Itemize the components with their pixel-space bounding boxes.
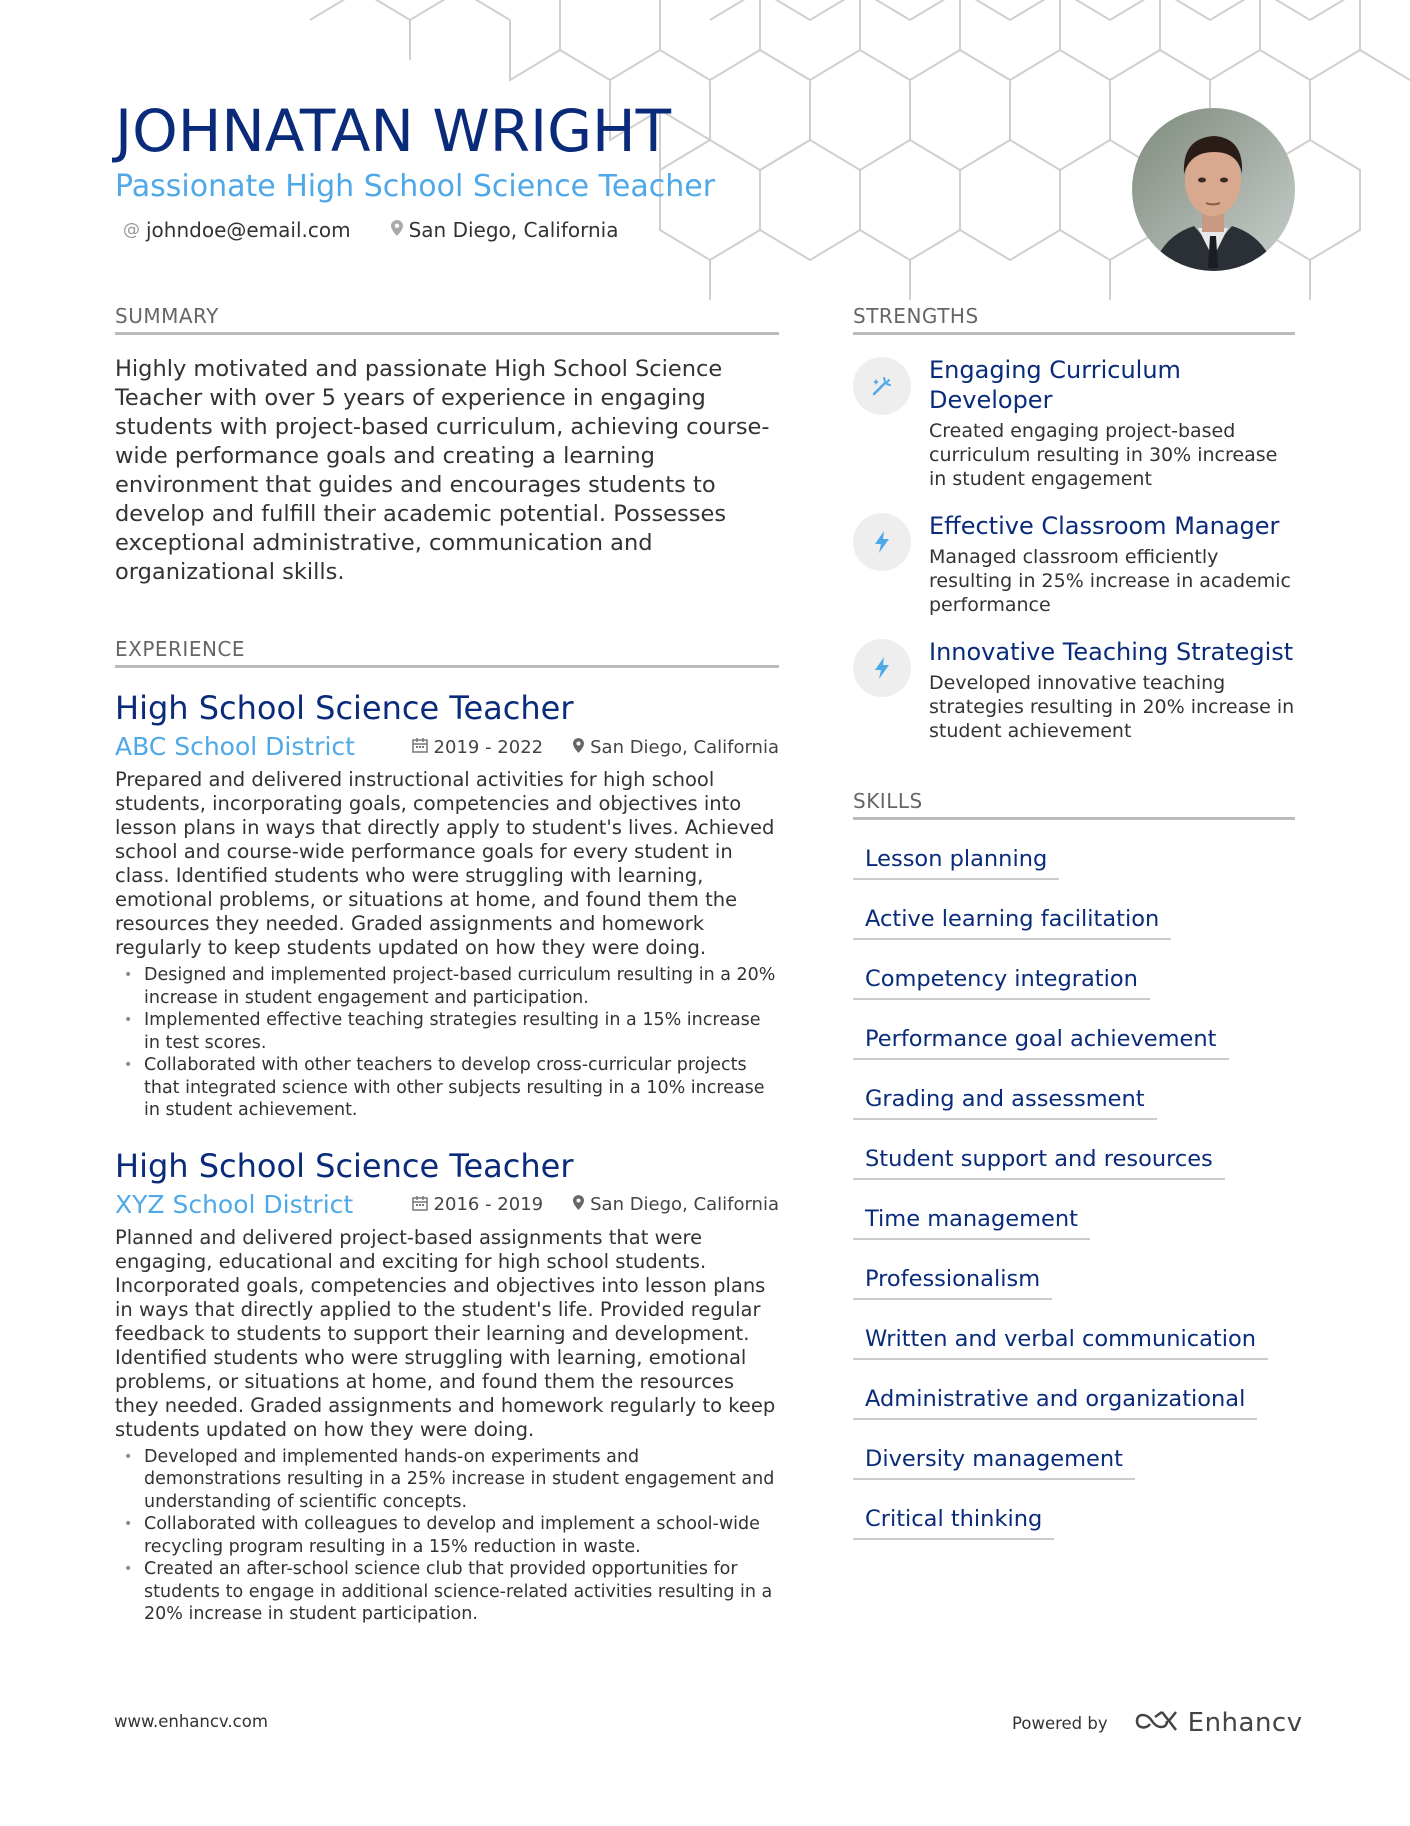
- strength-item: [853, 355, 1295, 491]
- map-pin-icon: [573, 1195, 584, 1214]
- calendar-icon: [412, 737, 428, 757]
- enhancv-logo-icon: [1134, 1709, 1180, 1737]
- summary-heading: SUMMARY: [115, 302, 779, 335]
- powered-by-label: Powered by: [1012, 1713, 1108, 1733]
- achievement-item: • Created an after-school science club that provided opportunities for students to engage in additional science-related activities resulting in a 20% increase in student participation.: [144, 1558, 779, 1626]
- contact-info: [115, 218, 895, 242]
- skill-tag: Performance goal achievement: [853, 1012, 1229, 1060]
- strength-item: [853, 511, 1295, 617]
- job-title: High School Science Teacher: [115, 1146, 574, 1185]
- strength-description: Developed innovative teaching strategies resulting in 20% increase in student achievement: [929, 672, 1295, 742]
- job-location: [573, 737, 779, 758]
- left-column: [115, 302, 779, 1626]
- job-entry: [115, 688, 779, 1122]
- magic-wand-icon: [853, 357, 911, 415]
- achievement-item: • Collaborated with colleagues to develop and implement a school-wide recycling program resulting in a 15% reduction in waste.: [144, 1513, 779, 1558]
- skill-tag: Diversity management: [853, 1432, 1135, 1480]
- job-location: [573, 1194, 779, 1215]
- calendar-icon: [412, 1195, 428, 1215]
- powered-by: [1012, 1708, 1303, 1738]
- job-meta: [115, 1188, 779, 1222]
- company-name: XYZ School District: [115, 1189, 354, 1219]
- skill-tag: Critical thinking: [853, 1492, 1054, 1540]
- lightning-icon: [853, 513, 911, 571]
- strength-item: [853, 637, 1295, 743]
- company-name: ABC School District: [115, 732, 355, 761]
- map-pin-icon: [391, 220, 403, 241]
- location-text: San Diego, California: [408, 218, 619, 242]
- job-description: Planned and delivered project-based assignments that were engaging, educational and exciting for high school students. Incorporated goals, competencies and objectives into lesson plans in ways that directly applied to the student's life. Provided regular feedback to students to support their learning and development. Identified students who were struggling with learning, emotional problems, or situations at home, and found them the resources they needed. Graded assignments and homework regularly to keep students updated on how they were doing.: [115, 1225, 776, 1441]
- skills-heading: SKILLS: [853, 787, 1295, 820]
- skill-tag: Competency integration: [853, 952, 1150, 1000]
- right-column: [853, 302, 1295, 1552]
- achievement-item: • Implemented effective teaching strategies resulting in a 15% increase in test scores.: [144, 1009, 779, 1054]
- job-description: Prepared and delivered instructional activities for high school students, incorporating goals, competencies and objectives into lesson plans in ways that directly apply to student's lives. Achieved school and course-wide performance goals for every student in class. Identified students who were struggling with learning, emotional problems, or situations at home, and found them the resources they needed. Graded assignments and homework regularly to keep students updated on how they were doing.: [115, 768, 775, 959]
- email-text: johndoe@email.com: [146, 218, 351, 242]
- strength-description: Managed classroom efficiently resulting in 25% increase in academic performance: [929, 546, 1292, 616]
- achievement-item: • Developed and implemented hands-on experiments and demonstrations resulting in a 25% increase in student engagement and understanding of scientific concepts.: [144, 1446, 779, 1514]
- experience-heading: EXPERIENCE: [115, 635, 779, 668]
- skill-tag: Time management: [853, 1192, 1090, 1240]
- skill-tag: Student support and resources: [853, 1132, 1225, 1180]
- job-meta: [115, 730, 779, 764]
- strengths-section: [853, 302, 1295, 743]
- email-contact[interactable]: [115, 218, 351, 242]
- skills-list: [853, 832, 1295, 1552]
- skill-tag: Written and verbal communication: [853, 1312, 1268, 1360]
- location-text: San Diego, California: [590, 736, 779, 758]
- skill-tag: Professionalism: [853, 1252, 1052, 1300]
- strength-body: [929, 637, 1295, 743]
- summary-text: Highly motivated and passionate High School Science Teacher with over 5 years of experience in engaging students with project-based curriculum, achieving course-wide performance goals and creating a learning environment that guides and encourages students to develop and fulfill their academic potential. Possesses exceptional administrative, communication and organizational skills.: [115, 356, 770, 585]
- skills-section: [853, 787, 1295, 1552]
- job-dates: [412, 1194, 544, 1215]
- job-dates: [412, 737, 544, 758]
- strength-body: [929, 355, 1295, 491]
- candidate-name: JOHNATAN WRIGHT: [115, 97, 672, 165]
- website-link[interactable]: www.enhancv.com: [114, 1712, 268, 1731]
- skill-tag: Grading and assessment: [853, 1072, 1157, 1120]
- achievement-item: • Collaborated with other teachers to develop cross-curricular projects that integrated science with other subjects resulting in a 10% increase in student achievement.: [144, 1054, 779, 1122]
- resume-header: [115, 96, 895, 242]
- brand-name: Enhancv: [1187, 1708, 1303, 1738]
- profile-photo: [1132, 108, 1295, 271]
- dates-text: 2016 - 2019: [433, 1194, 544, 1215]
- location-text: San Diego, California: [590, 1194, 779, 1215]
- skill-tag: Lesson planning: [853, 832, 1059, 880]
- skill-tag: Administrative and organizational: [853, 1372, 1257, 1420]
- job-title: High School Science Teacher: [115, 689, 574, 727]
- skill-tag: Active learning facilitation: [853, 892, 1171, 940]
- strength-title: Effective Classroom Manager: [929, 512, 1280, 540]
- strength-description: Created engaging project-based curriculum resulting in 30% increase in student engagement: [929, 420, 1278, 490]
- achievement-item: • Designed and implemented project-based curriculum resulting in a 20% increase in student engagement and participation.: [144, 964, 779, 1009]
- job-achievements: [115, 1446, 779, 1626]
- strength-title: Engaging Curriculum Developer: [929, 356, 1181, 414]
- strengths-heading: STRENGTHS: [853, 302, 1295, 335]
- strength-body: [929, 511, 1295, 617]
- location-contact: [383, 218, 619, 242]
- experience-section: [115, 635, 779, 1626]
- at-icon: @: [123, 220, 140, 240]
- lightning-icon: [853, 639, 911, 697]
- map-pin-icon: [573, 738, 584, 757]
- strength-title: Innovative Teaching Strategist: [929, 638, 1294, 666]
- candidate-title: Passionate High School Science Teacher: [115, 169, 716, 204]
- job-entry: [115, 1146, 779, 1626]
- dates-text: 2019 - 2022: [433, 736, 544, 758]
- job-achievements: [115, 964, 779, 1122]
